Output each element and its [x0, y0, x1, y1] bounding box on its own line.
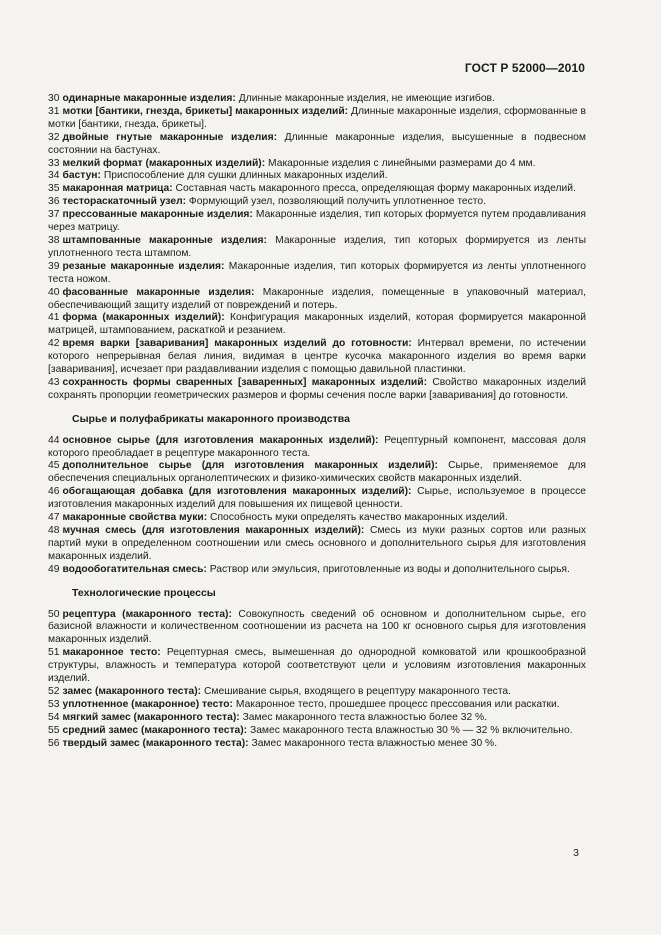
term-entry: [48, 486, 586, 512]
term-number: 38: [48, 234, 60, 246]
term-entry: [48, 647, 586, 686]
term-definition: Смешивание сырья, входящего в рецептуру макаронного теста.: [203, 685, 512, 697]
term-definition: Замес макаронного теста влажностью 30 % — 32 % включительно.: [249, 724, 573, 736]
term-entry: [48, 287, 586, 313]
term-definition: Рецептурная смесь, вымешенная до однородной комковатой или крошкообразной структуры, влажность и температура которой соответствуют цели и условиям изготовления макаронных изделий.: [48, 647, 586, 685]
term-number: 31: [48, 105, 60, 117]
term-entry: [48, 93, 586, 106]
term-name: обогащающая добавка (для изготовления макаронных изделий):: [62, 486, 412, 498]
term-name: средний замес (макаронного теста):: [62, 724, 248, 736]
term-entry: [48, 564, 586, 577]
term-name: форма (макаронных изделий):: [62, 312, 225, 324]
section-heading: Технологические процессы: [72, 586, 216, 599]
term-definition: Конфигурация макаронных изделий, которая формируется макаронной матрицей, штампованием, раскаткой и резанием.: [48, 312, 586, 337]
term-number: 30: [48, 93, 60, 104]
term-number: 37: [48, 209, 60, 221]
document-body: [48, 93, 586, 751]
term-entry: [48, 312, 586, 338]
term-name: мелкий формат (макаронных изделий):: [62, 157, 266, 169]
term-entry: [48, 712, 586, 725]
term-number: 49: [48, 563, 60, 575]
term-name: мотки [бантики, гнезда, брикеты] макаронных изделий:: [62, 105, 349, 117]
term-definition: Макаронные изделия, тип которых формуется путем продавливания через матрицу.: [48, 209, 586, 234]
term-number: 45: [48, 460, 60, 472]
term-entry: [48, 512, 586, 525]
term-name: мягкий замес (макаронного теста):: [62, 711, 240, 723]
term-name: макаронная матрица:: [62, 183, 173, 195]
term-entry: [48, 525, 586, 564]
term-number: 55: [48, 724, 60, 736]
term-name: рецептура (макаронного теста):: [62, 608, 232, 620]
term-definition: Способность муки определять качество макаронных изделий.: [210, 512, 508, 524]
term-name: время варки [заваривания] макаронных изделий до готовности:: [62, 338, 412, 350]
term-name: замес (макаронного теста):: [62, 685, 202, 697]
page-number: 3: [573, 847, 579, 859]
standard-number-header: ГОСТ Р 52000—2010: [464, 61, 585, 75]
term-number: 44: [48, 434, 60, 446]
term-definition: Замес макаронного теста влажностью менее 30 %.: [251, 737, 498, 749]
term-entry: [48, 609, 586, 648]
term-definition: Приспособление для сушки длинных макаронных изделий.: [103, 170, 388, 182]
term-entry: [48, 196, 586, 209]
term-number: 32: [48, 131, 60, 143]
term-name: одинарные макаронные изделия:: [62, 93, 236, 104]
term-definition: Интервал времени, по истечении которого непрерывная белая линия, видимая в центре кусочка макаронного изделия во время варки [заваривания], исчезает при раздавливании изделия с помощью давильной пластинки.: [48, 338, 586, 376]
term-name: штампованные макаронные изделия:: [62, 234, 267, 246]
term-number: 35: [48, 183, 60, 195]
term-number: 33: [48, 157, 60, 169]
term-definition: Макаронные изделия, помещенные в упаковочный материал, обеспечивающий защиту изделий от повреждений и потерь.: [48, 286, 586, 311]
term-entry: [48, 209, 586, 235]
term-definition: Составная часть макаронного пресса, определяющая форму макаронных изделий.: [175, 183, 576, 195]
term-definition: Совокупность сведений об основном и дополнительном сырье, его базисной влажности и количественном соотношении из расчета на 100 кг основного сырья для изготовления макаронных изделий.: [48, 608, 586, 646]
term-number: 41: [48, 312, 60, 324]
term-number: 56: [48, 737, 60, 749]
term-definition: Замес макаронного теста влажностью более 32 %.: [242, 711, 488, 723]
term-name: тестораскаточный узел:: [62, 196, 187, 208]
term-entry: [48, 158, 586, 171]
term-name: макаронное тесто:: [62, 647, 161, 659]
term-name: фасованные макаронные изделия:: [62, 286, 255, 298]
term-number: 52: [48, 685, 60, 697]
term-entry: [48, 725, 586, 738]
term-definition: Свойство макаронных изделий сохранять пропорции геометрических размеров и формы сечения после варки [заваривания] до готовности.: [48, 376, 586, 401]
term-entry: [48, 699, 586, 712]
term-definition: Длинные макаронные изделия, высушенные в подвесном состоянии на бастунах.: [48, 131, 586, 156]
term-definition: Сырье, используемое в процессе изготовления макаронных изделий для повышения их пищевой ценности.: [48, 486, 586, 511]
term-entry: [48, 261, 586, 287]
term-definition: Длинные макаронные изделия, сформованные в мотки [бантики, гнезда, брикеты].: [48, 105, 586, 130]
term-number: 40: [48, 286, 60, 298]
term-entry: [48, 170, 586, 183]
term-name: сохранность формы сваренных [заваренных] макаронных изделий:: [62, 376, 428, 388]
term-definition: Макаронные изделия, тип которых формируется из ленты уплотненного теста штампом.: [48, 234, 586, 259]
term-name: мучная смесь (для изготовления макаронных изделий):: [62, 525, 365, 536]
term-entry: [48, 106, 586, 132]
term-name: бастун:: [62, 170, 101, 182]
term-entry: [48, 738, 586, 751]
term-definition: Смесь из муки разных сортов или разных партий муки в определенном соотношении или смесь основного и дополнительного сырья для изготовления макаронных изделий.: [48, 525, 586, 562]
term-entry: [48, 132, 586, 158]
term-number: 34: [48, 170, 60, 182]
term-definition: Длинные макаронные изделия, не имеющие изгибов.: [238, 93, 495, 104]
term-definition: Формующий узел, позволяющий получить уплотненное тесто.: [188, 196, 486, 208]
term-entry: [48, 183, 586, 196]
term-number: 51: [48, 647, 60, 659]
term-number: 39: [48, 260, 60, 272]
term-number: 54: [48, 711, 60, 723]
term-name: водообогатительная смесь:: [62, 563, 207, 575]
term-entry: [48, 460, 586, 486]
term-number: 42: [48, 338, 60, 350]
term-name: уплотненное (макаронное) тесто:: [62, 698, 233, 710]
term-definition: Макаронные изделия, тип которых формируется из ленты уплотненного теста ножом.: [48, 260, 586, 285]
term-definition: Раствор или эмульсия, приготовленные из воды и дополнительного сырья.: [209, 563, 570, 575]
term-name: дополнительное сырье (для изготовления макаронных изделий):: [62, 460, 438, 472]
term-number: 50: [48, 608, 60, 620]
term-number: 48: [48, 525, 60, 536]
term-name: макаронные свойства муки:: [62, 512, 208, 524]
term-definition: Макаронные изделия с линейными размерами до 4 мм.: [268, 157, 536, 169]
term-name: двойные гнутые макаронные изделия:: [62, 131, 278, 143]
term-entry: [48, 235, 586, 261]
term-entry: [48, 435, 586, 461]
section-heading: Сырье и полуфабрикаты макаронного производства: [72, 412, 350, 425]
term-definition: Сырье, применяемое для обеспечения специальных органолептических и физико-химических свойств макаронных изделий.: [48, 460, 586, 485]
term-entry: [48, 338, 586, 377]
term-definition: Макаронное тесто, прошедшее процесс прессования или раскатки.: [235, 698, 560, 710]
term-number: 53: [48, 698, 60, 710]
term-definition: Рецептурный компонент, массовая доля которого преобладает в рецептуре макаронного теста.: [48, 434, 586, 459]
term-number: 47: [48, 512, 60, 524]
term-name: твердый замес (макаронного теста):: [62, 737, 249, 749]
term-name: основное сырье (для изготовления макаронных изделий):: [62, 434, 379, 446]
term-number: 43: [48, 376, 60, 388]
term-number: 36: [48, 196, 60, 208]
term-name: прессованные макаронные изделия:: [62, 209, 253, 221]
term-number: 46: [48, 486, 60, 498]
term-name: резаные макаронные изделия:: [62, 260, 225, 272]
term-entry: [48, 686, 586, 699]
term-entry: [48, 377, 586, 403]
